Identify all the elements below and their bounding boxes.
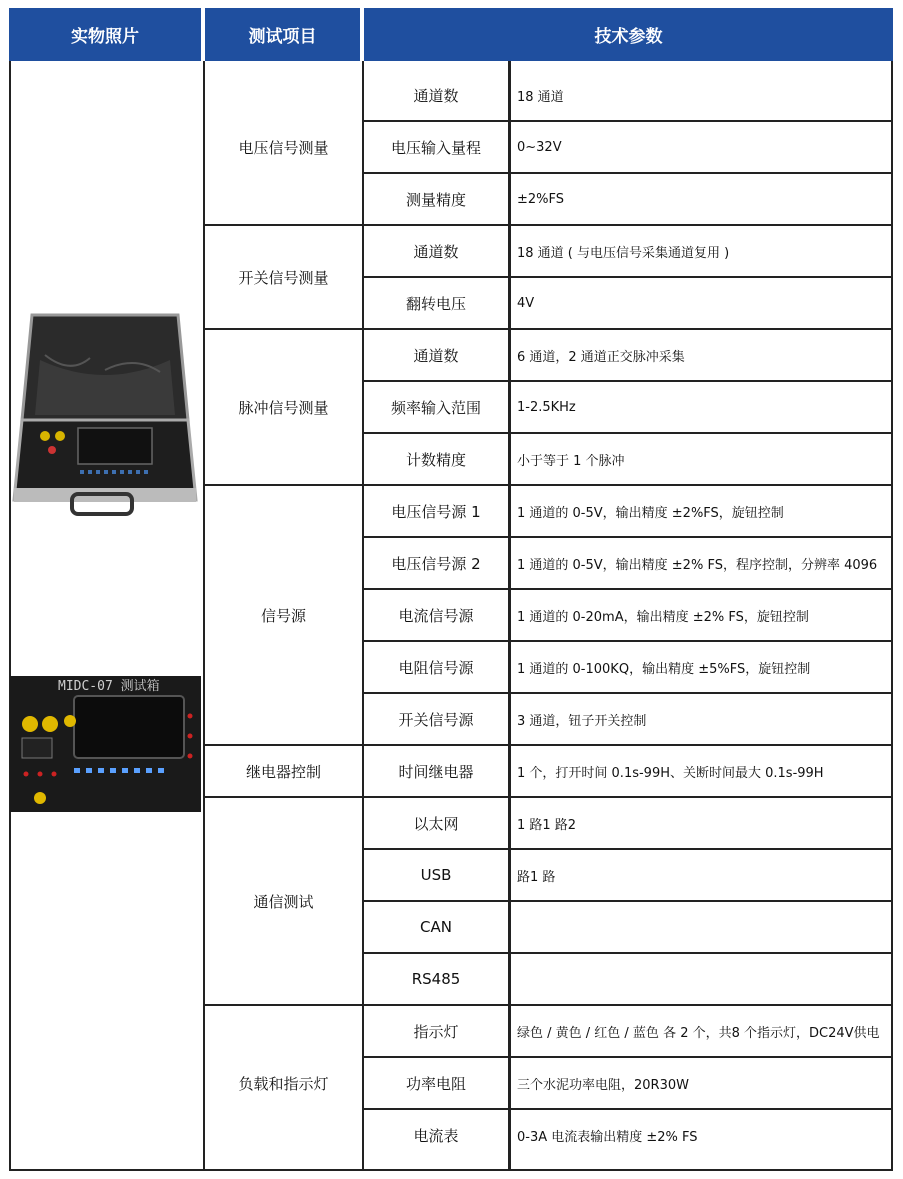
param-cell: 1-2.5KHz — [517, 399, 576, 415]
test-item-cell: 计数精度 — [405, 450, 466, 469]
test-item-cell: 以太网 — [413, 814, 459, 833]
param-cell: 0~32V — [517, 139, 562, 155]
param-cell: 0-3A 电流表输出精度 ±2% FS — [517, 1129, 698, 1145]
param-cell: 1 通道的 0-100KQ，输出精度 ±5%FS，旋钮控制 — [517, 661, 811, 677]
param-cell: 18 通道 ( 与电压信号采集通道复用 ) — [517, 245, 730, 261]
category-cell: 开关信号测量 — [238, 268, 329, 287]
test-item-cell: 电流表 — [413, 1126, 459, 1145]
test-item-cell: 翻转电压 — [405, 294, 466, 313]
category-cell: 继电器控制 — [245, 762, 321, 781]
panel-photo-label: MIDC-07 测试箱 — [58, 679, 160, 694]
param-cell: 1 路1 路2 — [517, 817, 577, 833]
test-item-cell: 电压信号源 1 — [391, 502, 481, 521]
param-cell: 18 通道 — [517, 89, 564, 105]
param-cell: 3 通道，钮子开关控制 — [517, 713, 647, 729]
test-item-cell: 功率电阻 — [405, 1074, 466, 1093]
test-item-cell: 频率输入范围 — [390, 398, 481, 417]
test-item-cell: RS485 — [411, 970, 461, 988]
test-item-cell: 电流信号源 — [398, 606, 474, 625]
param-cell: 4V — [517, 295, 535, 311]
param-cell — [511, 901, 890, 953]
category-cell: 电压信号测量 — [238, 138, 329, 157]
test-item-cell: 通道数 — [413, 242, 459, 261]
param-cell: 1 个，打开时间 0.1s-99H、关断时间最大 0.1s-99H — [517, 765, 824, 781]
param-cell: 绿色 / 黄色 / 红色 / 蓝色 各 2 个，共8 个指示灯，DC24V供电 — [517, 1025, 880, 1041]
test-item-cell: 电压输入量程 — [390, 138, 481, 157]
test-item-cell: 指示灯 — [413, 1022, 459, 1041]
header-test-item: 测试项目 — [205, 8, 360, 61]
param-cell: ±2%FS — [517, 191, 565, 207]
category-cell: 信号源 — [260, 606, 306, 625]
test-item-cell: 测量精度 — [405, 190, 466, 209]
category-cell: 通信测试 — [253, 892, 314, 911]
test-item-cell: 电压信号源 2 — [391, 554, 481, 573]
panel-photo — [10, 676, 201, 812]
header-tech-params: 技术参数 — [364, 8, 893, 61]
category-cell: 负载和指示灯 — [238, 1074, 329, 1093]
test-item-cell: 通道数 — [413, 86, 459, 105]
param-cell: 三个水泥功率电阻，20R30W — [517, 1077, 689, 1093]
test-item-cell: 开关信号源 — [398, 710, 474, 729]
param-cell: 小于等于 1 个脉冲 — [517, 453, 625, 469]
test-item-cell: 时间继电器 — [398, 762, 474, 781]
test-item-cell: 电阻信号源 — [398, 658, 474, 677]
param-cell — [511, 953, 890, 1005]
briefcase-photo — [10, 300, 200, 520]
header-photo: 实物照片 — [9, 8, 201, 61]
test-item-cell: 通道数 — [413, 346, 459, 365]
test-item-cell: USB — [420, 866, 452, 884]
param-cell: 1 通道的 0-5V，输出精度 ±2%FS，旋钮控制 — [517, 505, 784, 521]
param-cell: 1 通道的 0-5V，输出精度 ±2% FS，程序控制，分辨率 4096 — [517, 557, 878, 573]
category-cell: 脉冲信号测量 — [238, 398, 329, 417]
param-cell: 路1 路 — [517, 869, 556, 885]
param-cell: 1 通道的 0-20mA，输出精度 ±2% FS，旋钮控制 — [517, 609, 809, 625]
param-cell: 6 通道，2 通道正交脉冲采集 — [517, 349, 685, 365]
test-item-cell: CAN — [420, 918, 452, 936]
